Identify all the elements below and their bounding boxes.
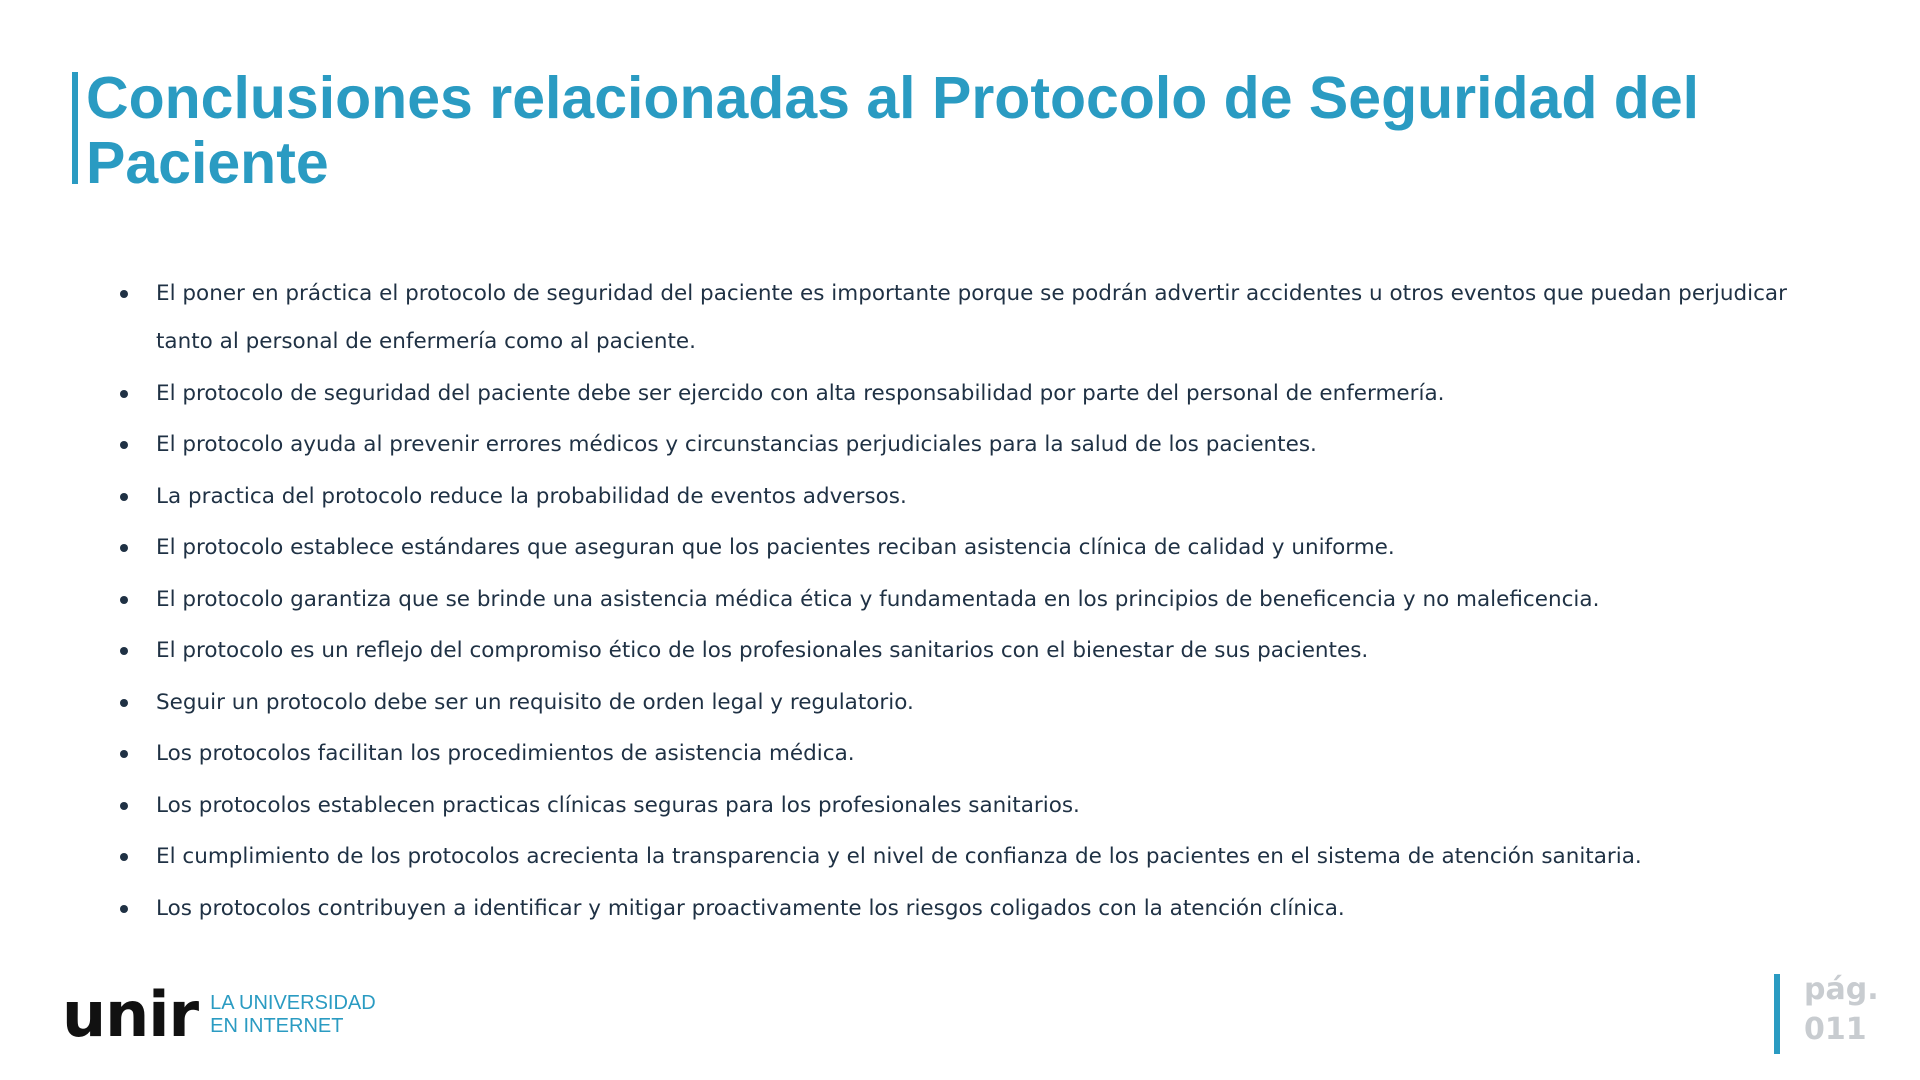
unir-logo [62,978,376,1051]
bullet-icon [120,441,128,449]
list-item [118,730,1838,778]
logo-tagline [210,992,376,1038]
bullet-text: El protocolo es un reflejo del compromiso ético de los profesionales sanitarios con el bienestar de sus pacientes. [156,638,1369,663]
list-item [118,270,1838,366]
list-item [118,782,1838,830]
page-number-value: 011 [1804,1012,1867,1047]
list-item [118,370,1838,418]
bullet-text: El poner en práctica el protocolo de seguridad del paciente es importante porque se podrán advertir accidentes u otros eventos que puedan perjudicar tanto al personal de enfermería como al paciente. [156,281,1787,354]
list-item [118,576,1838,624]
list-item [118,679,1838,727]
bullet-text: Los protocolos establecen practicas clínicas seguras para los profesionales sanitarios. [156,792,1080,818]
bullet-icon [120,390,128,398]
bullet-icon [120,544,128,552]
bullet-text: El protocolo ayuda al prevenir errores médicos y circunstancias perjudiciales para la salud de los pacientes. [156,432,1317,457]
list-item [118,627,1838,675]
conclusions-list [118,270,1838,936]
bullet-text: El cumplimiento de los protocolos acrecienta la transparencia y el nivel de confianza de los pacientes en el sistema de atención sanitaria. [156,844,1642,869]
bullet-text: El protocolo establece estándares que aseguran que los pacientes reciban asistencia clínica de calidad y uniforme. [156,535,1395,560]
bullet-icon [120,905,128,913]
bullet-icon [120,290,128,298]
list-item [118,524,1838,572]
tagline-line-2: EN INTERNET [210,1015,344,1037]
bullet-text: El protocolo de seguridad del paciente debe ser ejercido con alta responsabilidad por parte del personal de enfermería. [156,380,1445,406]
bullet-icon [120,699,128,707]
page-number [1804,970,1879,1050]
bullet-icon [120,647,128,655]
tagline-line-1: LA UNIVERSIDAD [210,992,376,1014]
slide-title: Conclusiones relacionadas al Protocolo de Seguridad del Paciente [86,65,1700,196]
bullet-text: Los protocolos contribuyen a identificar y mitigar proactivamente los riesgos coligados con la atención clínica. [156,895,1345,921]
page-number-accent-bar [1774,974,1780,1054]
bullet-icon [120,493,128,501]
bullet-icon [120,596,128,604]
title-accent-bar [72,72,78,184]
list-item [118,421,1838,469]
bullet-text: Seguir un protocolo debe ser un requisito de orden legal y regulatorio. [156,689,914,715]
bullet-text: Los protocolos facilitan los procedimientos de asistencia médica. [156,741,855,766]
list-item [118,473,1838,521]
page-label: pág. [1804,972,1879,1007]
bullet-text: El protocolo garantiza que se brinde una asistencia médica ética y fundamentada en los principios de beneficencia y no maleficencia. [156,586,1600,612]
bullet-icon [120,750,128,758]
list-item [118,885,1838,933]
unir-wordmark: unir [62,978,199,1051]
list-item [118,833,1838,881]
bullet-icon [120,853,128,861]
bullet-icon [120,802,128,810]
bullet-text: La practica del protocolo reduce la probabilidad de eventos adversos. [156,483,907,509]
